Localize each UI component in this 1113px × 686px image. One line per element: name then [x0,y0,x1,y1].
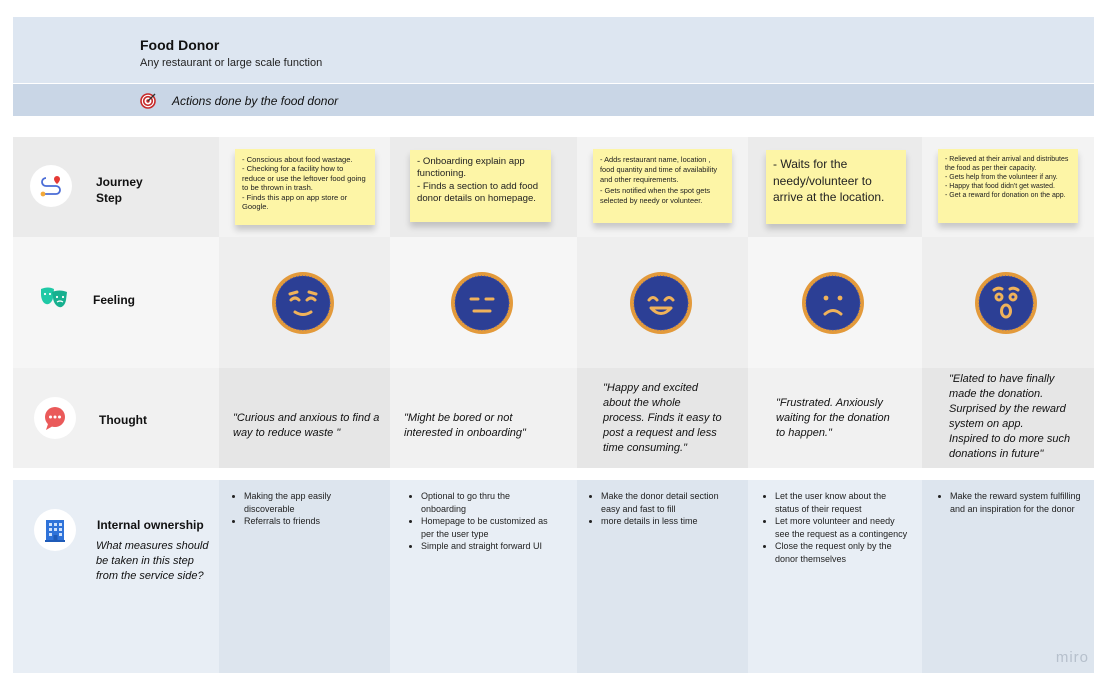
journey-note-text: - Conscious about food wastage. - Checking for a facility how to reduce or use the leftover food going to be thrown in trash. - Finds this app on app store or Google. [242,155,366,212]
sad-face-icon [801,271,865,335]
theater-masks-icon [34,278,74,318]
building-icon [34,509,76,551]
journey-sticky-note[interactable] [235,149,375,225]
persona-header [13,17,1094,83]
happy-face-icon [629,271,693,335]
ownership-item: • Making the app easily discoverable [244,490,370,515]
neutral-face-icon [450,271,514,335]
journey-note-text: - Relieved at their arrival and distributes the food as per their capacity. - Gets help from the volunteer if any. - Happy that food didn't get wasted. - Get a reward for donation on the app. [945,156,1069,199]
journey-row-label [96,174,143,206]
persona-subtitle: Any restaurant or large scale function [140,57,323,69]
ownership-list [587,490,729,528]
ownership-row-label: Internal ownership [97,518,204,532]
ownership-item: • Make the reward system fulfilling and an inspiration for the donor [950,490,1086,515]
journey-sticky-note[interactable] [410,150,551,222]
chat-bubble-icon [34,397,76,439]
journey-sticky-note[interactable] [593,149,732,223]
journey-sticky-note[interactable] [938,149,1078,223]
feeling-row-label: Feeling [93,293,136,307]
ownership-item: • Homepage to be customized as per the user type [421,515,557,540]
ownership-item: • Simple and straight forward UI [421,540,557,553]
journey-label-line2: Step [96,191,123,205]
thought-row-label: Thought [99,413,147,427]
ownership-item: • more details in less time [601,515,729,528]
journey-note-text: - Onboarding explain app functioning. - Finds a section to add food donor details on homepage. [417,156,539,205]
ownership-list [230,490,370,528]
miro-watermark: miro [1055,649,1089,666]
journey-note-text: - Waits for the needy/volunteer to arrive at the location. [773,157,885,204]
ownership-item: • Optional to go thru the onboarding [421,490,557,515]
thought-quote: "Elated to have finally made the donation. Surprised by the reward system on app. Inspired to do more such donations in future" [949,373,1071,460]
ownership-item: • Let more volunteer and needy see the request as a contingency [775,515,911,540]
journey-sticky-note[interactable] [766,150,906,224]
ownership-item: • Make the donor detail section easy and fast to fill [601,490,729,515]
journey-label-line1: Journey [96,175,143,189]
actions-label: Actions done by the food donor [172,94,339,108]
ownership-list [407,490,557,553]
ownership-item: • Referrals to friends [244,515,370,528]
route-icon [30,165,72,207]
ownership-item: • Close the request only by the donor themselves [775,540,911,565]
journey-note-text: - Adds restaurant name, location , food quantity and time of availability and other requirements. - Gets notified when the spot gets selected by needy or volunteer. [600,155,718,205]
ownership-list [936,490,1086,515]
relieved-face-icon [271,271,335,335]
persona-title: Food Donor [140,37,220,53]
thought-quote: "Might be bored or not interested in onboarding" [404,412,526,439]
thought-quote: "Frustrated. Anxiously waiting for the donation to happen." [776,397,890,439]
actions-bar [13,84,1094,116]
ownership-list [761,490,911,565]
target-icon [140,93,156,114]
thought-quote: "Curious and anxious to find a way to reduce waste " [233,412,380,439]
ownership-question: What measures should be taken in this step from the service side? [96,540,209,582]
surprised-face-icon [974,271,1038,335]
ownership-item: • Let the user know about the status of their request [775,490,911,515]
thought-quote: "Happy and excited about the whole process. Finds it easy to post a request and less time consuming." [603,382,722,454]
